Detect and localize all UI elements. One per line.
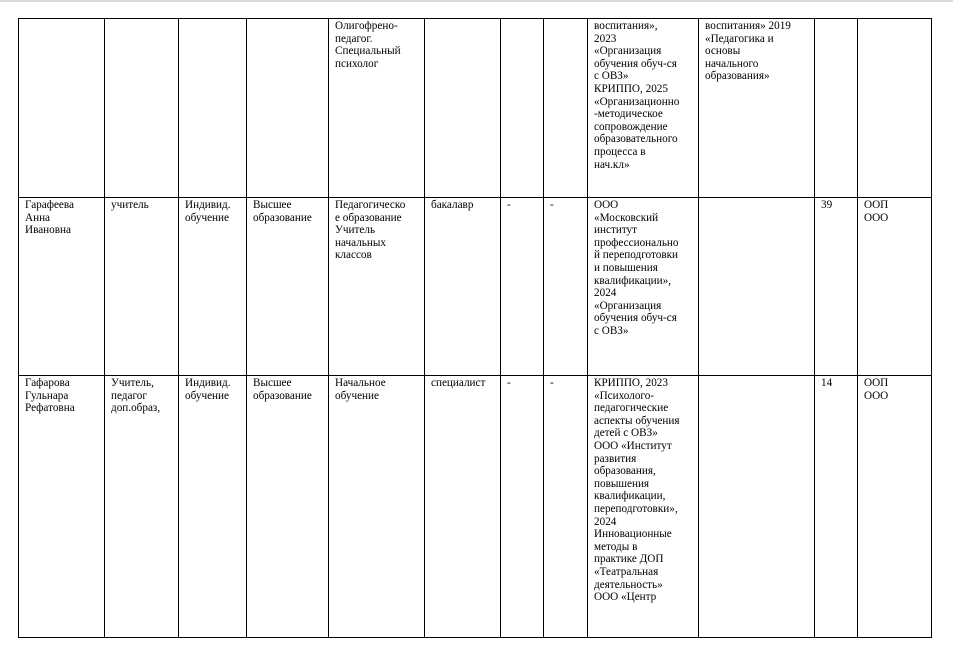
courses-cell: КРИППО, 2023 «Психолого- педагогические аспекты обучения детей с ОВЗ» ООО «Институт развития образования, повышения квалификации, переподготовки», 2024 Инновационные методы в практике ДОП «Театральная деятельность» ООО «Центр <box>588 376 699 638</box>
position-cell: Учитель, педагог доп.образ, <box>105 376 179 638</box>
form-cell: Индивид. обучение <box>179 198 247 376</box>
education-cell: Высшее образование <box>247 376 329 638</box>
courses-cell: ООО «Московский институт профессионально й переподготовки и повышения квалификации», 2024 «Организация обучения обуч-ся с ОВЗ» <box>588 198 699 376</box>
position-cell <box>105 19 179 198</box>
name-cell: Гафарова Гульнара Рефатовна <box>19 376 105 638</box>
retraining-cell <box>699 376 815 638</box>
specialty-cell: Педагогическо е образование Учитель начальных классов <box>329 198 425 376</box>
document-page <box>0 2 953 659</box>
program-cell: ООП ООО <box>858 198 932 376</box>
table-row <box>19 19 932 198</box>
education-cell <box>247 19 329 198</box>
table-row <box>19 198 932 376</box>
experience-cell: 39 <box>815 198 858 376</box>
courses-cell: воспитания», 2023 «Организация обучения обуч-ся с ОВЗ» КРИППО, 2025 «Организационно -методическое сопровождение образовательного процесса в нач.кл» <box>588 19 699 198</box>
qualification-cell: бакалавр <box>425 198 501 376</box>
specialty-cell: Олигофрено- педагог. Специальный психолог <box>329 19 425 198</box>
table-row <box>19 376 932 638</box>
degree-cell: - <box>501 198 544 376</box>
rank-cell: - <box>544 376 588 638</box>
form-cell: Индивид. обучение <box>179 376 247 638</box>
qualification-cell <box>425 19 501 198</box>
staff-table <box>18 18 932 638</box>
education-cell: Высшее образование <box>247 198 329 376</box>
name-cell <box>19 19 105 198</box>
rank-cell <box>544 19 588 198</box>
specialty-cell: Начальное обучение <box>329 376 425 638</box>
experience-cell: 14 <box>815 376 858 638</box>
program-cell: ООП ООО <box>858 376 932 638</box>
experience-cell <box>815 19 858 198</box>
retraining-cell <box>699 198 815 376</box>
rank-cell: - <box>544 198 588 376</box>
retraining-cell: воспитания» 2019 «Педагогика и основы начального образования» <box>699 19 815 198</box>
program-cell <box>858 19 932 198</box>
degree-cell: - <box>501 376 544 638</box>
position-cell: учитель <box>105 198 179 376</box>
degree-cell <box>501 19 544 198</box>
form-cell <box>179 19 247 198</box>
name-cell: Гарафеева Анна Ивановна <box>19 198 105 376</box>
qualification-cell: специалист <box>425 376 501 638</box>
